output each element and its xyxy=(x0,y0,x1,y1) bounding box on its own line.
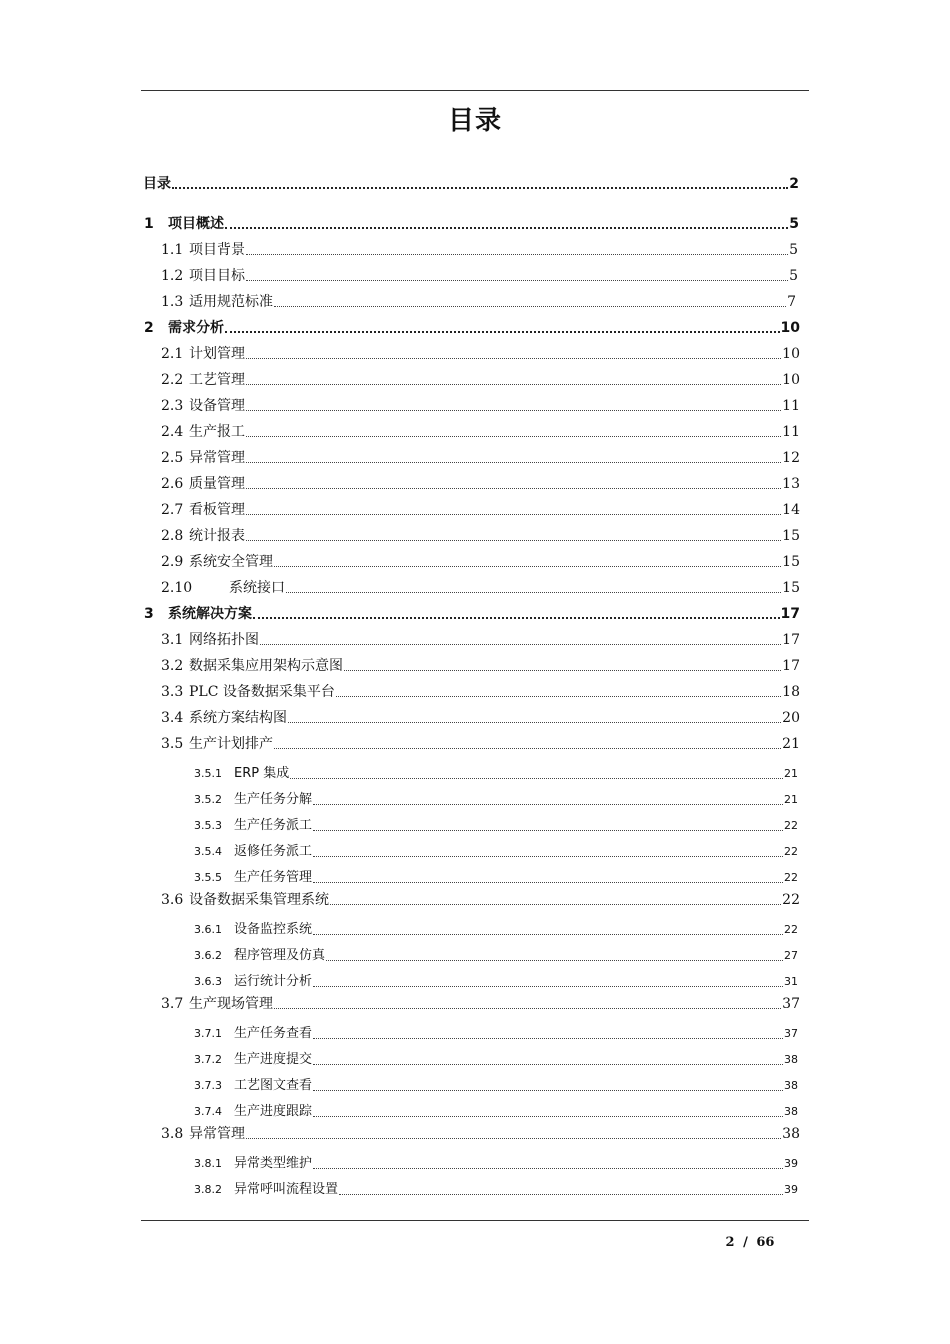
toc-entry-label: 数据采集应用架构示意图 xyxy=(189,658,343,674)
toc-entry-label: 计划管理 xyxy=(189,346,245,362)
toc-entry-page: 38 xyxy=(784,1053,798,1066)
toc-entry-number: 3.6.1 xyxy=(194,923,222,936)
toc-entry[interactable] xyxy=(161,525,800,547)
toc-entry-label: 生产任务派工 xyxy=(234,818,313,833)
toc-leader xyxy=(246,487,781,489)
toc-entry-number: 3.5.3 xyxy=(194,819,222,832)
toc-leader xyxy=(313,1089,783,1091)
toc-entry-page: 11 xyxy=(782,424,800,440)
toc-leader xyxy=(246,409,781,411)
toc-leader xyxy=(313,881,783,883)
toc-entry[interactable] xyxy=(194,945,798,967)
toc-entry-page: 15 xyxy=(782,580,800,596)
toc-entry-number: 1.3 xyxy=(161,294,184,310)
toc-entry[interactable] xyxy=(194,789,798,811)
toc-entry[interactable] xyxy=(161,395,800,417)
toc-leader xyxy=(313,1167,783,1169)
toc-entry-number: 3.6.3 xyxy=(194,975,222,988)
toc-entry-number: 3.7.1 xyxy=(194,1027,222,1040)
toc-entry-page: 20 xyxy=(782,710,800,726)
page-separator: / xyxy=(743,1235,748,1250)
toc-entry-number: 3.5.2 xyxy=(194,793,222,806)
toc-leader xyxy=(313,985,783,987)
toc-entry[interactable] xyxy=(161,629,800,651)
page-number xyxy=(700,1235,800,1250)
toc-entry[interactable] xyxy=(161,655,800,677)
toc-entry-page: 21 xyxy=(784,767,798,780)
toc-leader xyxy=(313,855,783,857)
toc-entry-label: 异常管理 xyxy=(189,450,245,466)
toc-leader xyxy=(290,777,783,779)
toc-entry-label: 生产计划排产 xyxy=(189,736,273,752)
toc-entry[interactable] xyxy=(161,499,800,521)
toc-leader xyxy=(260,643,781,645)
toc-entry-label: 统计报表 xyxy=(189,528,245,544)
toc-entry[interactable] xyxy=(161,1123,800,1145)
toc-entry-page: 18 xyxy=(782,684,800,700)
toc-entry-label: 网络拓扑图 xyxy=(189,632,259,648)
toc-entry-number: 3.6.2 xyxy=(194,949,222,962)
toc-entry-label: 需求分析 xyxy=(168,320,224,336)
toc-leader xyxy=(313,829,783,831)
toc-leader xyxy=(286,591,781,593)
toc-entry-number: 3.8 xyxy=(161,1126,184,1142)
toc-leader xyxy=(246,513,781,515)
toc-leader xyxy=(225,226,788,229)
toc-entry-page: 2 xyxy=(789,176,799,192)
toc-entry[interactable] xyxy=(161,993,800,1015)
toc-entry-page: 27 xyxy=(784,949,798,962)
toc-leader xyxy=(274,305,786,307)
toc-entry[interactable] xyxy=(161,551,800,573)
toc-leader xyxy=(344,669,781,671)
toc-entry-page: 31 xyxy=(784,975,798,988)
toc-entry[interactable] xyxy=(194,841,798,863)
toc-entry-number: 3.2 xyxy=(161,658,184,674)
toc-entry[interactable] xyxy=(161,421,800,443)
toc-entry-label: 设备管理 xyxy=(189,398,245,414)
toc-entry-page: 22 xyxy=(784,871,798,884)
toc-entry-label: 运行统计分析 xyxy=(234,974,313,989)
toc-entry-number: 2.3 xyxy=(161,398,184,414)
toc-leader xyxy=(246,435,781,437)
toc-entry-label: 目录 xyxy=(143,176,171,192)
toc-entry-number: 2.5 xyxy=(161,450,184,466)
toc-entry-page: 22 xyxy=(784,845,798,858)
toc-entry-page: 17 xyxy=(782,632,800,648)
toc-entry-page: 39 xyxy=(784,1183,798,1196)
toc-entry-number: 2.10 xyxy=(161,580,193,596)
toc-entry-page: 10 xyxy=(782,372,800,388)
toc-entry-page: 38 xyxy=(784,1079,798,1092)
toc-entry-label: PLC 设备数据采集平台 xyxy=(189,684,335,700)
toc-entry-number: 1 xyxy=(144,216,154,232)
toc-entry-label: 看板管理 xyxy=(189,502,245,518)
toc-leader xyxy=(326,959,783,961)
toc-entry-number: 3.7 xyxy=(161,996,184,1012)
toc-entry-label: 生产报工 xyxy=(189,424,245,440)
toc-entry-label: 适用规范标准 xyxy=(189,294,273,310)
toc-leader xyxy=(246,357,781,359)
toc-entry-label: 异常类型维护 xyxy=(234,1156,313,1171)
toc-entry[interactable] xyxy=(194,1075,798,1097)
toc-entry-page: 22 xyxy=(782,892,800,908)
toc-leader xyxy=(274,1007,781,1009)
page-title: 目录 xyxy=(447,106,502,136)
toc-entry-label: 系统解决方案 xyxy=(168,606,252,622)
toc-entry-label: 系统方案结构图 xyxy=(189,710,287,726)
toc-entry-page: 17 xyxy=(780,606,800,622)
toc-entry[interactable] xyxy=(194,815,798,837)
toc-entry-page: 38 xyxy=(782,1126,800,1142)
toc-entry-number: 3.1 xyxy=(161,632,184,648)
toc-entry-label: 工艺管理 xyxy=(189,372,245,388)
toc-leader xyxy=(274,565,781,567)
toc-entry-number: 3.7.4 xyxy=(194,1105,222,1118)
toc-entry-number: 3.5.4 xyxy=(194,845,222,858)
toc-entry[interactable] xyxy=(161,889,800,911)
toc-entry-page: 13 xyxy=(782,476,800,492)
toc-entry[interactable] xyxy=(161,473,800,495)
toc-leader xyxy=(313,1063,783,1065)
toc-entry-number: 3.5.1 xyxy=(194,767,222,780)
toc-entry-label: 生产现场管理 xyxy=(189,996,273,1012)
toc-entry-page: 37 xyxy=(782,996,800,1012)
toc-entry-label: ERP 集成 xyxy=(234,766,290,781)
toc-leader xyxy=(253,616,780,619)
toc-entry[interactable] xyxy=(161,681,800,703)
toc-leader xyxy=(246,1137,781,1139)
toc-entry[interactable] xyxy=(194,1049,798,1071)
toc-entry-number: 2.1 xyxy=(161,346,184,362)
toc-entry-number: 3.3 xyxy=(161,684,184,700)
toc-entry[interactable] xyxy=(161,343,800,365)
toc-entry[interactable] xyxy=(144,213,799,235)
toc-leader xyxy=(246,253,788,255)
toc-leader xyxy=(339,1193,783,1195)
toc-entry-page: 37 xyxy=(784,1027,798,1040)
toc-entry-page: 21 xyxy=(782,736,800,752)
toc-entry-page: 14 xyxy=(782,502,800,518)
toc-leader xyxy=(246,279,788,281)
toc-entry[interactable] xyxy=(161,733,800,755)
toc-entry-number: 2.6 xyxy=(161,476,184,492)
toc-leader xyxy=(313,1115,783,1117)
toc-entry-page: 11 xyxy=(782,398,800,414)
toc-entry-number: 2.7 xyxy=(161,502,184,518)
toc-entry-page: 21 xyxy=(784,793,798,806)
toc-leader xyxy=(246,383,781,385)
current-page: 2 xyxy=(725,1235,735,1250)
toc-entry-page: 7 xyxy=(787,294,796,310)
toc-entry-number: 1.2 xyxy=(161,268,184,284)
toc-entry-page: 22 xyxy=(784,819,798,832)
toc-entry[interactable] xyxy=(161,239,798,261)
toc-entry-label: 系统接口 xyxy=(229,580,285,596)
toc-entry[interactable] xyxy=(194,1153,798,1175)
toc-entry[interactable] xyxy=(161,265,798,287)
toc-entry-number: 2.4 xyxy=(161,424,184,440)
toc-entry-number: 2.8 xyxy=(161,528,184,544)
toc-entry-label: 生产任务分解 xyxy=(234,792,313,807)
toc-entry-page: 10 xyxy=(782,346,800,362)
toc-leader xyxy=(246,539,781,541)
toc-entry[interactable] xyxy=(194,1023,798,1045)
toc-entry-label: 项目概述 xyxy=(168,216,224,232)
toc-entry-page: 5 xyxy=(789,268,798,284)
toc-entry-number: 3.8.1 xyxy=(194,1157,222,1170)
toc-entry-page: 17 xyxy=(782,658,800,674)
toc-entry-number: 3.5 xyxy=(161,736,184,752)
toc-entry-page: 15 xyxy=(782,528,800,544)
toc-entry[interactable] xyxy=(144,603,800,625)
toc-entry[interactable] xyxy=(161,447,800,469)
toc-leader xyxy=(274,747,781,749)
toc-entry-page: 10 xyxy=(780,320,800,336)
toc-entry-number: 1.1 xyxy=(161,242,184,258)
toc-leader xyxy=(225,330,780,333)
toc-entry-label: 程序管理及仿真 xyxy=(234,948,326,963)
toc-entry-label: 生产任务管理 xyxy=(234,870,313,885)
toc-entry-number: 3.6 xyxy=(161,892,184,908)
toc-entry-label: 系统安全管理 xyxy=(189,554,273,570)
toc-leader xyxy=(336,695,781,697)
toc-entry-label: 生产进度提交 xyxy=(234,1052,313,1067)
toc-entry[interactable] xyxy=(194,867,798,889)
toc-entry-number: 2.9 xyxy=(161,554,184,570)
total-pages: 66 xyxy=(756,1235,775,1250)
toc-entry-page: 15 xyxy=(782,554,800,570)
toc-entry-page: 5 xyxy=(789,242,798,258)
footer-rule xyxy=(141,1220,809,1221)
toc-entry[interactable] xyxy=(194,763,798,785)
toc-entry[interactable] xyxy=(143,173,799,195)
toc-entry[interactable] xyxy=(161,291,796,313)
toc-entry[interactable] xyxy=(194,1101,798,1123)
toc-entry-number: 3 xyxy=(144,606,154,622)
toc-entry-number: 3.8.2 xyxy=(194,1183,222,1196)
toc-entry-page: 38 xyxy=(784,1105,798,1118)
toc-entry-number: 3.7.2 xyxy=(194,1053,222,1066)
toc-leader xyxy=(313,933,783,935)
toc-entry-label: 异常呼叫流程设置 xyxy=(234,1182,339,1197)
toc-entry-number: 2 xyxy=(144,320,154,336)
toc-entry[interactable] xyxy=(194,919,798,941)
toc-entry-label: 生产进度跟踪 xyxy=(234,1104,313,1119)
toc-entry-page: 39 xyxy=(784,1157,798,1170)
toc-leader xyxy=(313,1037,783,1039)
toc-entry-label: 生产任务查看 xyxy=(234,1026,313,1041)
toc-entry-number: 3.7.3 xyxy=(194,1079,222,1092)
toc-entry[interactable] xyxy=(144,317,800,339)
toc-entry-page: 5 xyxy=(789,216,799,232)
toc-leader xyxy=(330,903,781,905)
toc-entry[interactable] xyxy=(194,1179,798,1201)
toc-entry-label: 工艺图文查看 xyxy=(234,1078,313,1093)
toc-entry-label: 项目目标 xyxy=(189,268,245,284)
toc-leader xyxy=(246,461,781,463)
toc-entry-page: 22 xyxy=(784,923,798,936)
toc-entry-page: 12 xyxy=(782,450,800,466)
toc-entry-label: 质量管理 xyxy=(189,476,245,492)
toc-entry-label: 设备数据采集管理系统 xyxy=(189,892,329,908)
toc-entry-number: 3.5.5 xyxy=(194,871,222,884)
toc-entry-label: 设备监控系统 xyxy=(234,922,313,937)
toc-entry-number: 3.4 xyxy=(161,710,184,726)
toc-entry-label: 项目背景 xyxy=(189,242,245,258)
toc-entry[interactable] xyxy=(161,707,800,729)
toc-entry[interactable] xyxy=(161,577,800,599)
toc-entry[interactable] xyxy=(161,369,800,391)
toc-entry[interactable] xyxy=(194,971,798,993)
toc-entry-label: 返修任务派工 xyxy=(234,844,313,859)
toc-leader xyxy=(288,721,781,723)
toc-entry-label: 异常管理 xyxy=(189,1126,245,1142)
toc-entry-number: 2.2 xyxy=(161,372,184,388)
toc-leader xyxy=(313,803,783,805)
toc-leader xyxy=(172,186,788,189)
